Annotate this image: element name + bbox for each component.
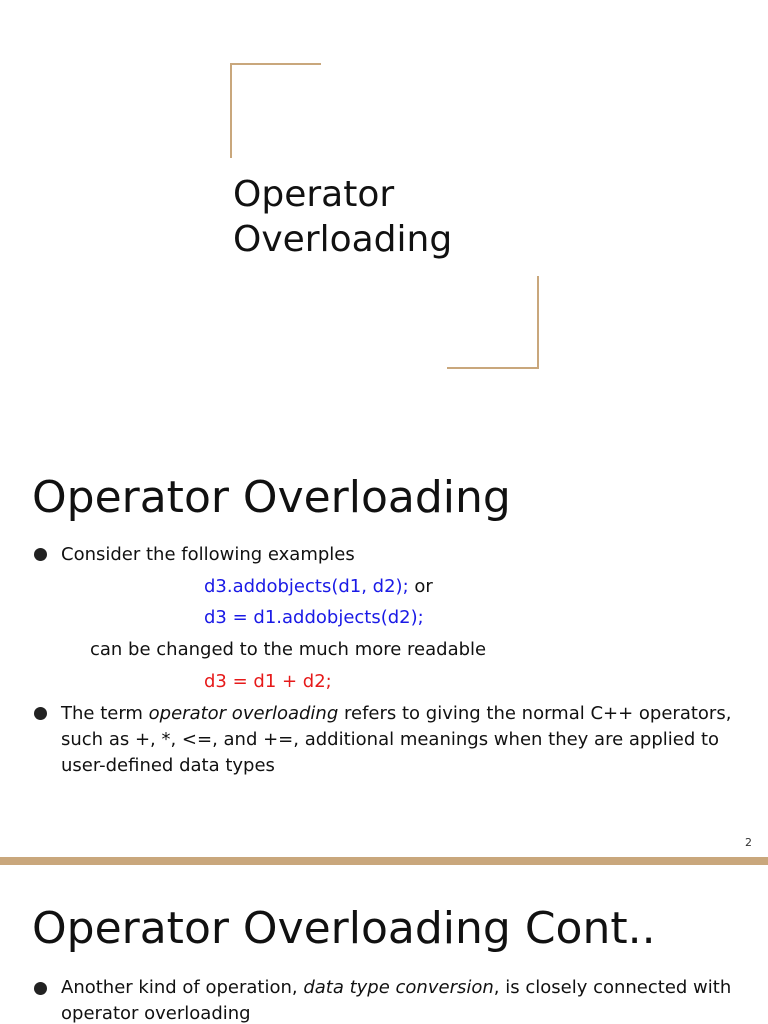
code-example-readable: d3 = d1 + d2;	[204, 671, 332, 692]
corner-bracket-bottom-right-vertical	[537, 276, 539, 369]
page-number: 2	[745, 836, 752, 849]
bullet-paragraph	[61, 701, 751, 779]
bullet-text-rest: , is closely connected with operator overloading	[61, 977, 732, 1024]
corner-bracket-bottom-right	[447, 367, 539, 369]
title-slide-heading	[233, 172, 452, 262]
bullet-text-emphasis: data type conversion	[303, 977, 494, 998]
code-example-2: d3 = d1.addobjects(d2);	[204, 607, 424, 628]
code-example-line	[204, 574, 433, 600]
bullet-dot	[34, 707, 47, 720]
bullet-text-prefix: Another kind of operation,	[61, 977, 304, 998]
title-slide	[0, 0, 768, 432]
code-example-1: d3.addobjects(d1, d2);	[204, 576, 409, 597]
bullet-paragraph	[61, 975, 751, 1024]
bullet-text: Consider the following examples	[61, 544, 355, 565]
corner-bracket-top-left-vertical	[230, 63, 232, 158]
explanation-text: can be changed to the much more readable	[90, 639, 487, 660]
slide-title: Operator Overloading	[32, 472, 511, 523]
slide-operator-overloading-cont	[0, 865, 768, 1024]
slide-operator-overloading	[0, 432, 768, 857]
bullet-text-rest: refers to giving the normal C++ operators, such as +, *, <=, and +=, additional meanings when they are applied to user-defined data types	[61, 703, 732, 776]
code-example-1-suffix: or	[408, 576, 433, 597]
bullet-dot	[34, 548, 47, 561]
title-line-1: Operator	[233, 174, 395, 215]
bullet-text-prefix: The term	[61, 703, 149, 724]
bullet-text-emphasis: operator overloading	[148, 703, 339, 724]
bullet-dot	[34, 982, 47, 995]
corner-bracket-top-left	[230, 63, 321, 65]
slide-divider	[0, 857, 768, 865]
title-line-2: Overloading	[233, 219, 453, 260]
slide-title: Operator Overloading Cont..	[32, 903, 656, 954]
